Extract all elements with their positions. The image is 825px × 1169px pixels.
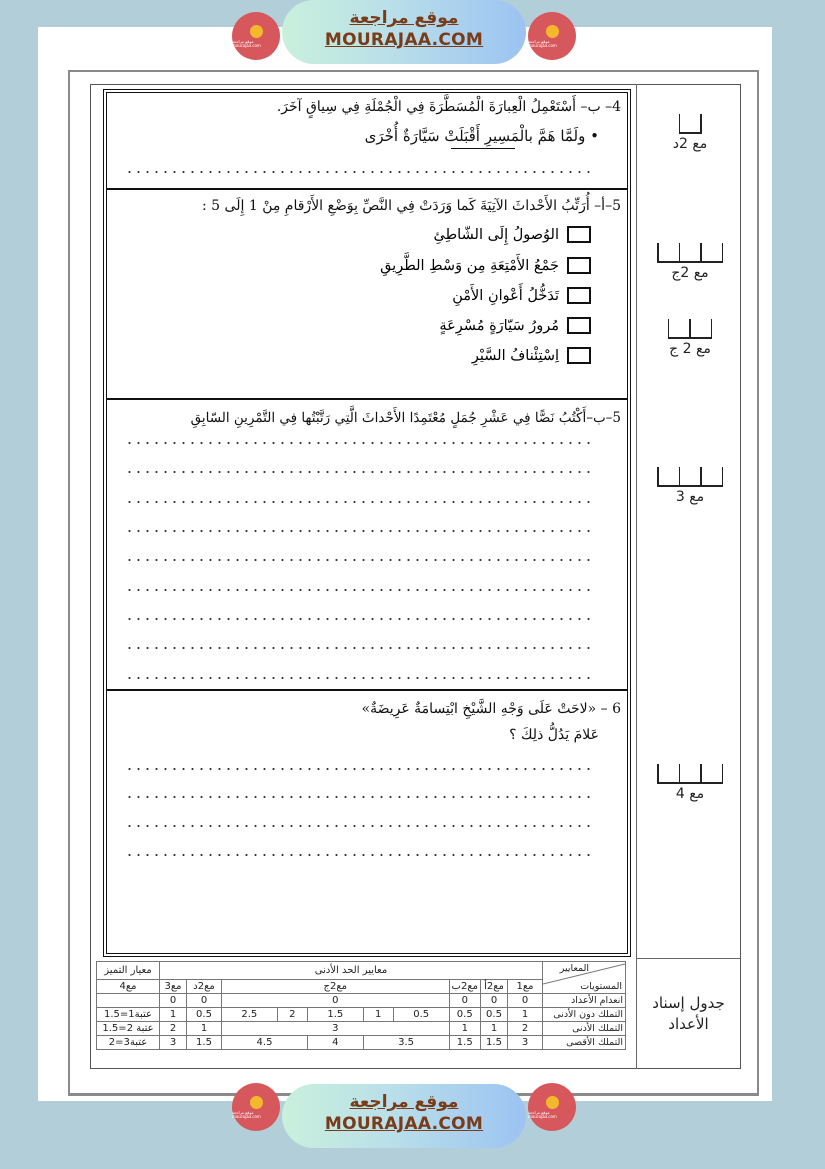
score-slot[interactable] [680,467,700,487]
underline-mark [451,148,515,149]
exercises-box [103,89,631,957]
answer-line[interactable] [125,442,595,444]
diagonal-line [543,962,625,996]
grading-table: المعايير المستويات معايير الحد الأدنى معيار التميز مع1 مع2أ مع2ب مع2ج مع2د مع3 مع4 انعدام الأعداد 0 0 0 0 0 0 التملك دون الأدنى 1 0.5 0.5 0.5 1 1.5 2 2.5 0.5 1 عتبة1=1.5 التملك الأدنى 2 1 1 3 1 2 عتبة 2=1.5 التملك الأقصى 3 1.5 1.5 3.5 4 4.5 1.5 3 عتبة3=2 [96,961,626,1050]
q5b-title: 5–ب–أَكْتُبُ نَصًّا فِي عَشْرِ جُمَلٍ مُعْتَمِدًا الأَحْداثَ الَّتِي رَتَّبْتُها فِي التَّمْرِينِ السّابِقِ [190,410,621,426]
table-row: انعدام الأعداد 0 0 0 0 0 0 [97,994,626,1008]
q5a-title: 5–أ– أُرَتِّبُ الأَحْداثَ الآتِيَةَ كَما وَرَدَتْ فِي النَّصِّ بِوَضْعِ الأَرْقامِ مِنْ 1 إِلَى 5 : [202,198,621,214]
answer-line[interactable] [125,559,595,561]
answer-line[interactable] [125,501,595,503]
order-number-box[interactable] [567,347,591,364]
order-number-box[interactable] [567,287,591,304]
banner-english: MOURAJAA.COM [324,1114,484,1134]
answer-line[interactable] [125,647,595,649]
answer-line[interactable] [125,854,595,856]
order-number-box[interactable] [567,317,591,334]
section-q5b [107,400,627,691]
site-badge-right[interactable]: موقع مراجعة mourajaa.com [528,1083,576,1131]
score-q5a-2: مع 2 ج [640,317,740,357]
event-item: الوُصولُ إِلَى الشّاطِئِ [434,226,591,243]
answer-line[interactable] [125,589,595,591]
q4b-title: 4– ب– أَسْتَعْمِلُ الْعِبارَةَ الْمُسَطَّرَةَ فِي الْجُمْلَةِ فِي سِياقٍ آخَرَ. [276,99,621,115]
logo-icon [250,1096,263,1109]
banner-arabic: موقع مراجعة [349,1092,459,1112]
group-min-header: معايير الحد الأدنى [160,962,543,980]
score-q6: مع 4 [640,762,740,802]
site-badge-left[interactable]: موقع مراجعة mourajaa.com [232,1083,280,1131]
logo-icon [250,25,263,38]
answer-line[interactable] [125,825,595,827]
order-number-box[interactable] [567,226,591,243]
table-row: التملك دون الأدنى 1 0.5 0.5 0.5 1 1.5 2 2.5 0.5 1 عتبة1=1.5 [97,1008,626,1022]
group-excellence-header: معيار التميز [97,962,160,980]
site-banner[interactable] [282,0,526,64]
q6-question: عَلامَ يَدُلُّ ذلِكَ ؟ [509,727,599,743]
section-q4b [107,93,627,190]
score-slot[interactable] [669,319,689,339]
answer-line[interactable] [125,530,595,532]
site-banner[interactable] [282,1084,526,1148]
site-badge-left[interactable]: موقع مراجعة mourajaa.com [232,12,280,60]
banner-english: MOURAJAA.COM [324,30,484,50]
answer-line[interactable] [125,171,595,173]
score-slot[interactable] [680,114,700,134]
score-q5b: مع 3 [640,465,740,505]
grading-table-title: جدول إسناد الأعداد [636,958,741,1069]
score-slot[interactable] [659,764,679,784]
q4b-sentence: • ولَمَّا هَمَّ بالْمَسِيرِ أَقْبَلَتْ سَيَّارَةٌ أُخْرَى [364,127,599,145]
banner-arabic: موقع مراجعة [349,8,459,28]
event-item: تَدَخُّلُ أَعْوانِ الأَمْنِ [452,287,591,304]
logo-icon [546,25,559,38]
corner-cell: المعايير المستويات [543,962,626,994]
score-q5a-1: مع 2ج [640,241,740,281]
logo-icon [546,1096,559,1109]
score-slot[interactable] [702,764,722,784]
section-q6 [107,691,627,953]
answer-line[interactable] [125,471,595,473]
score-slot[interactable] [680,764,700,784]
score-slot[interactable] [702,467,722,487]
score-slot[interactable] [659,243,679,263]
score-slot[interactable] [659,467,679,487]
event-item: اِسْتِئْنافُ السَّيْرِ [472,347,591,364]
table-row: التملك الأدنى 2 1 1 3 1 2 عتبة 2=1.5 [97,1022,626,1036]
score-slot[interactable] [680,243,700,263]
table-row: التملك الأقصى 3 1.5 1.5 3.5 4 4.5 1.5 3 عتبة3=2 [97,1036,626,1050]
event-item: مُرورُ سَيّارَةٍ مُسْرِعَةٍ [439,317,591,334]
answer-line[interactable] [125,796,595,798]
event-item: جَمْعُ الأَمْتِعَةِ مِن وَسْطِ الطَّرِيقِ [380,257,591,274]
answer-line[interactable] [125,677,595,679]
score-column-divider [636,84,637,1069]
order-number-box[interactable] [567,257,591,274]
site-badge-right[interactable]: موقع مراجعة mourajaa.com [528,12,576,60]
score-slot[interactable] [702,243,722,263]
answer-line[interactable] [125,618,595,620]
answer-line[interactable] [125,768,595,770]
q6-title: 6 – «لاحَتْ عَلَى وَجْهِ الشَّيْخِ ابْتِسامَةٌ عَرِيضَةٌ» [361,701,621,717]
score-q4b: مع 2د [640,112,740,152]
score-slot[interactable] [691,319,711,339]
section-q5a [107,190,627,400]
